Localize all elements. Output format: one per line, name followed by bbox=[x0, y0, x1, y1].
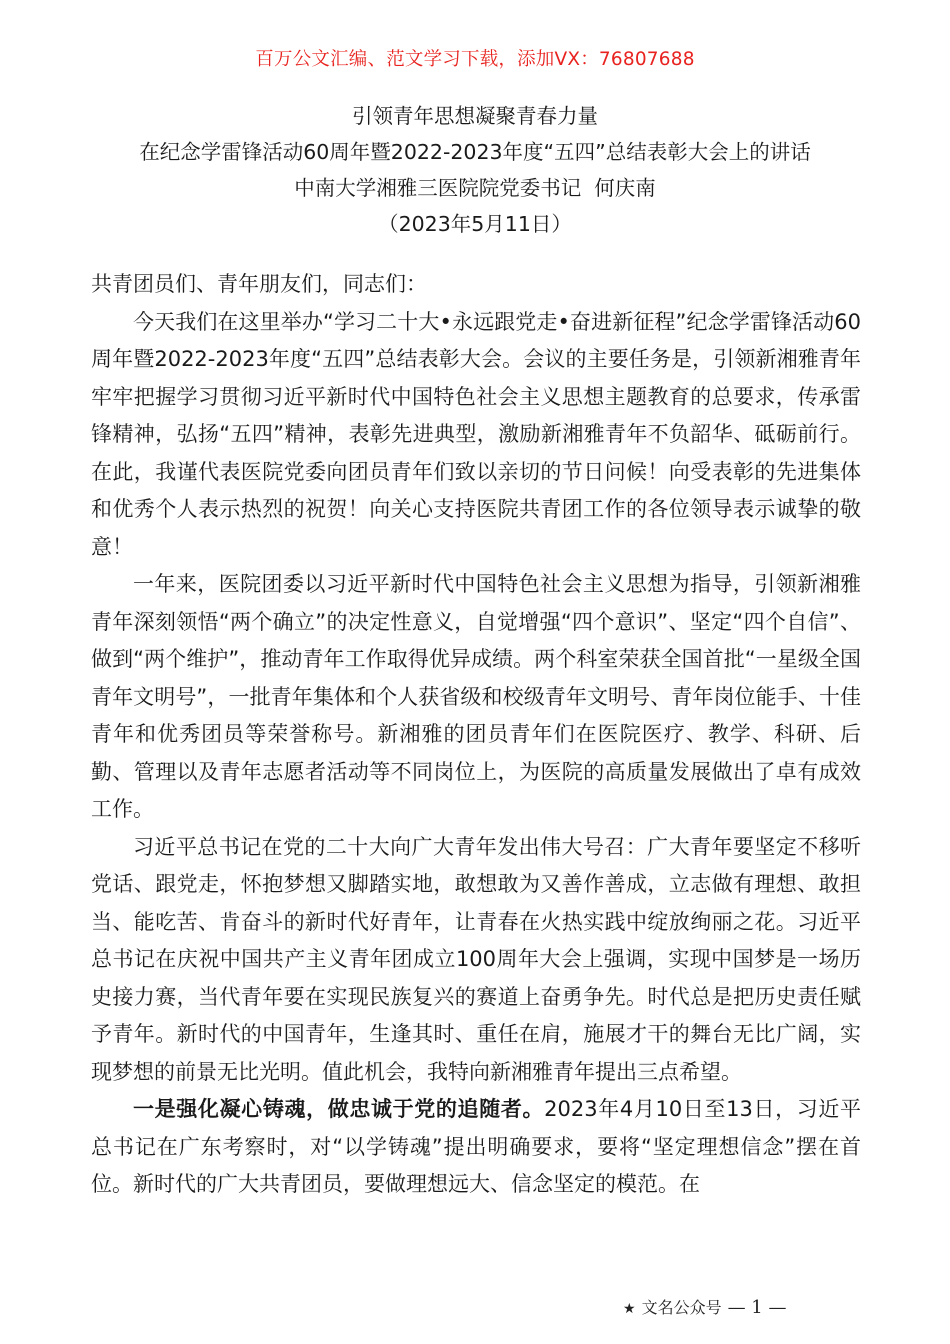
speech-body bbox=[91, 266, 861, 1204]
paragraph-4-text: 2023年4月10日至13日，习近平总书记在广东考察时，对“以学铸魂”提出明确要求，要将“坚定理想信念”摆在首位。新时代的广大共青团员，要做理想远大、信念坚定的模范。在 bbox=[91, 1097, 862, 1196]
page-number: — 1 — bbox=[727, 1297, 787, 1318]
star-icon: ★ bbox=[623, 1301, 636, 1317]
paragraph-2: 一年来，医院团委以习近平新时代中国特色社会主义思想为指导，引领新湘雅青年深刻领悟“两个确立”的决定性意义，自觉增强“四个意识”、坚定“四个自信”、做到“两个维护”，推动青年工作取得优异成绩。两个科室荣获全国首批“一星级全国青年文明号”，一批青年集体和个人获省级和校级青年文明号、青年岗位能手、十佳青年和优秀团员等荣誉称号。新湘雅的团员青年们在医院医疗、教学、科研、后勤、管理以及青年志愿者活动等不同岗位上，为医院的高质量发展做出了卓有成效工作。 bbox=[91, 572, 861, 821]
paragraph-4-lead: 一是强化凝心铸魂，做忠诚于党的追随者。 bbox=[133, 1097, 545, 1121]
paragraph-1: 今天我们在这里举办“学习二十大•永远跟党走•奋进新征程”纪念学雷锋活动60周年暨2022-2023年度“五四”总结表彰大会。会议的主要任务是，引领新湘雅青年牢牢把握学习贯彻习近平新时代中国特色社会主义思想主题教育的总要求，传承雷锋精神，弘扬“五四”精神，表彰先进典型，激励新湘雅青年不负韶华、砥砺前行。在此，我谨代表医院党委向团员青年们致以亲切的节日问候！向受表彰的先进集体和优秀个人表示热烈的祝贺！向关心支持医院共青团工作的各位领导表示诚挚的敬意！ bbox=[91, 309, 861, 559]
salutation: 共青团员们、青年朋友们，同志们： bbox=[91, 272, 427, 296]
document-subtitle: 在纪念学雷锋活动60周年暨2022-2023年度“五四”总结表彰大会上的讲话 bbox=[139, 140, 811, 164]
header-banner: 百万公文汇编、范文学习下载，添加VX：76807688 bbox=[255, 49, 695, 70]
document-author: 中南大学湘雅三医院院党委书记 何庆南 bbox=[294, 176, 656, 200]
document-date: （2023年5月11日） bbox=[378, 212, 572, 236]
document-title: 引领青年思想凝聚青春力量 bbox=[352, 104, 598, 128]
paragraph-4 bbox=[91, 1091, 861, 1204]
paragraph-3: 习近平总书记在党的二十大向广大青年发出伟大号召：广大青年要坚定不移听党话、跟党走，怀抱梦想又脚踏实地，敢想敢为又善作善成，立志做有理想、敢担当、能吃苦、肯奋斗的新时代好青年，让青春在火热实践中绽放绚丽之花。习近平总书记在庆祝中国共产主义青年团成立100周年大会上强调，实现中国梦是一场历史接力赛，当代青年要在实现民族复兴的赛道上奋勇争先。时代总是把历史责任赋予青年。新时代的中国青年，生逢其时、重任在肩，施展才干的舞台无比广阔，实现梦想的前景无比光明。值此机会，我特向新湘雅青年提出三点希望。 bbox=[91, 834, 861, 1084]
footer-label: 文名公众号 bbox=[641, 1298, 722, 1317]
title-block bbox=[0, 98, 950, 242]
page-footer bbox=[623, 1296, 786, 1321]
